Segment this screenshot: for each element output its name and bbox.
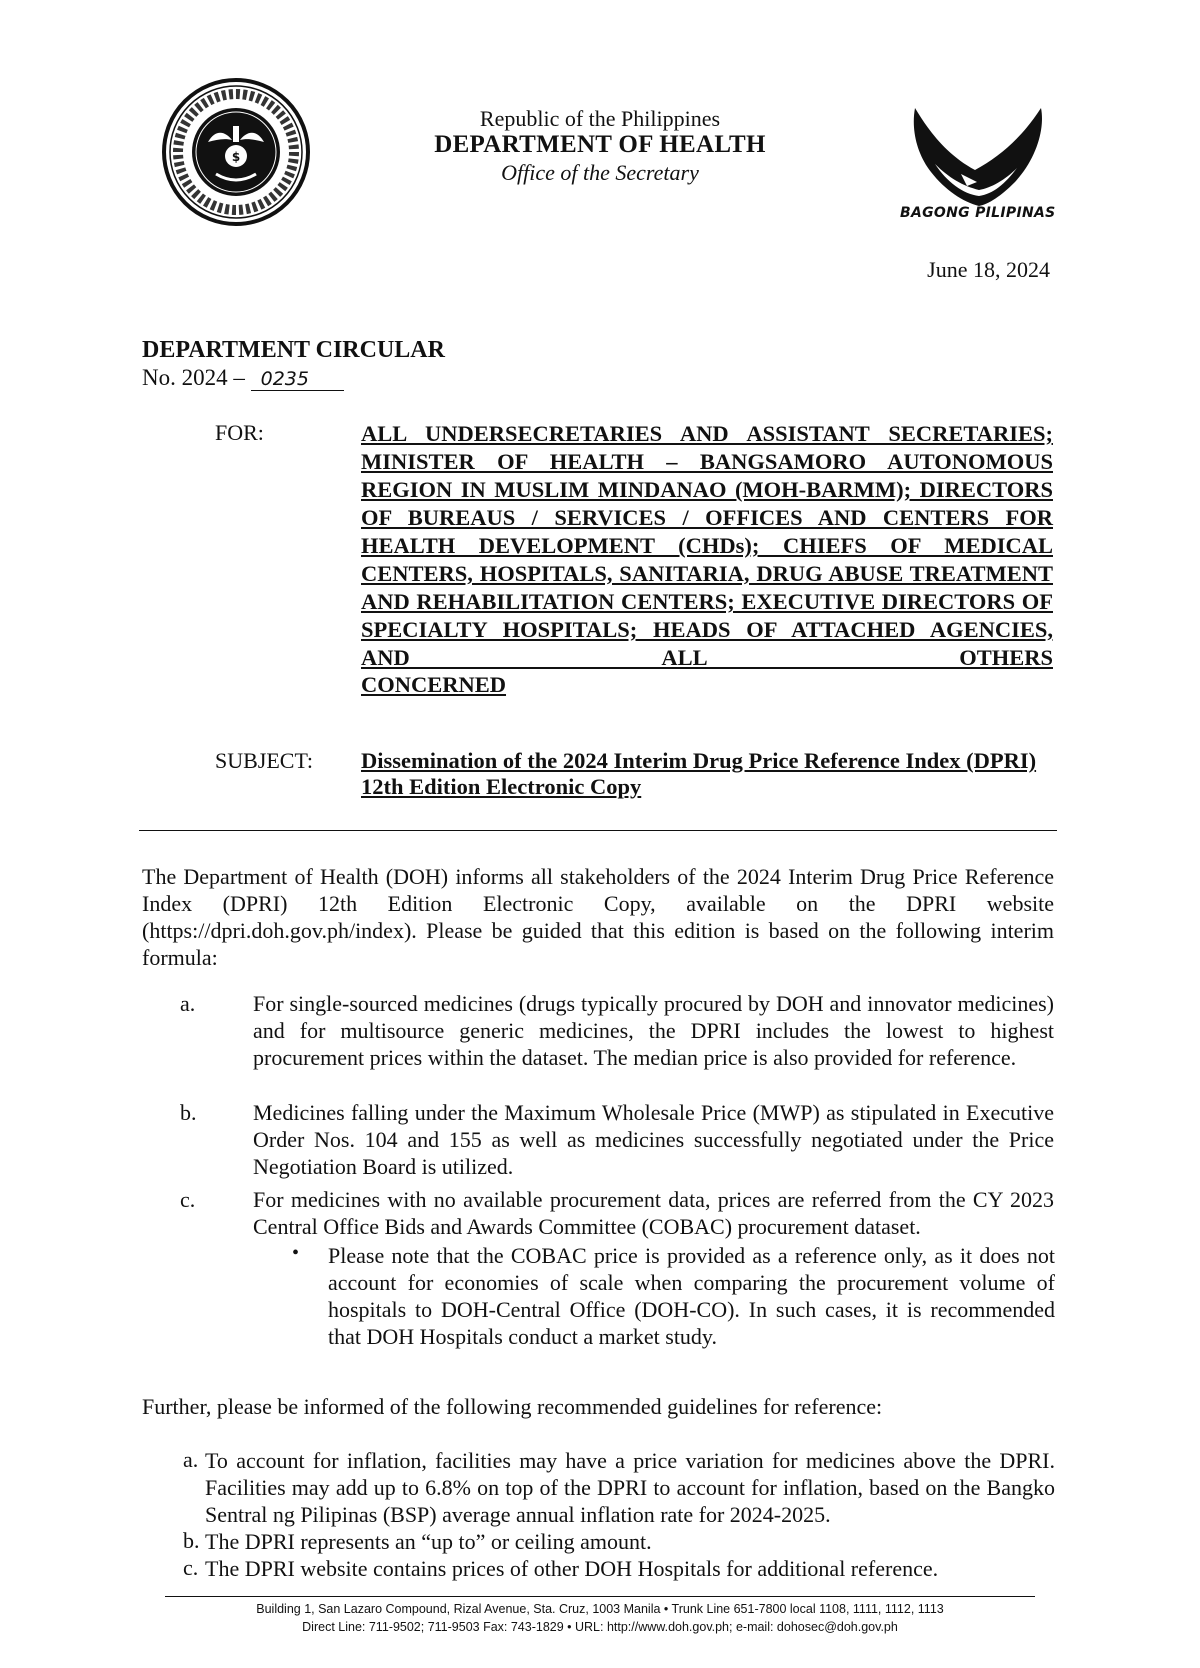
list-marker: c. — [183, 1555, 199, 1580]
circular-date: June 18, 2024 — [927, 257, 1050, 282]
list-item-text: The DPRI website contains prices of other DOH Hospitals for additional reference. — [205, 1556, 939, 1581]
list-marker: b. — [183, 1528, 200, 1553]
footer-divider — [165, 1596, 1035, 1597]
intro-text: The Department of Health (DOH) informs all stakeholders of the 2024 Interim Drug Price Reference Index (DPRI) 12th Edition Electronic Copy, available on the DPRI website ( — [142, 864, 1054, 943]
list-item-text: To account for inflation, facilities may have a price variation for medicines above the DPRI. Facilities may add up to 6.8% on top of the DPRI to account for inflation, based on the Bangko Sentral ng Pilipinas (BSP) average annual inflation rate for 2024-2025. — [205, 1448, 1055, 1527]
intro-text-cont: ). Please be guided that this edition is based on the following interim formula: — [142, 918, 1054, 970]
circular-number-handwritten: 0235 — [251, 368, 344, 391]
bullet-text: Please note that the COBAC price is provided as a reference only, as it does not account for economies of scale when comparing the procurement volume of hospitals to DOH-Central Office (DOH-CO). In such cases, it is recommended that DOH Hospitals conduct a market study. — [328, 1243, 1055, 1349]
svg-text:$: $ — [231, 150, 241, 164]
list-marker: a. — [183, 1447, 199, 1472]
section-divider — [139, 830, 1057, 831]
header-republic: Republic of the Philippines — [479, 106, 721, 131]
doh-seal-logo — [160, 76, 312, 228]
subject-text: Dissemination of the 2024 Interim Drug Price Reference Index (DPRI) 12th Edition Electronic Copy — [361, 748, 1037, 799]
list-marker: c. — [180, 1187, 196, 1212]
bagong-pilipinas-label: BAGONG PILIPINAS — [900, 205, 1056, 221]
list-marker: a. — [180, 991, 196, 1016]
subject-label: SUBJECT: — [215, 748, 313, 773]
list-item-text: For single-sourced medicines (drugs typically procured by DOH and innovator medicines) and for multisource generic medicines, the DPRI includes the lowest to highest procurement prices within the dataset. The median price is also provided for reference. — [253, 991, 1054, 1070]
footer-contact: Direct Line: 711-9502; 711-9503 Fax: 743-1829 • URL: http://www.doh.gov.ph; e-mail: dohosec@doh.gov.ph — [302, 1620, 898, 1634]
circular-number-prefix: No. 2024 – — [142, 365, 251, 390]
for-label: FOR: — [215, 420, 264, 445]
bagong-pilipinas-icon — [905, 98, 1055, 213]
header-office: Office of the Secretary — [501, 160, 699, 185]
header-department: DEPARTMENT OF HEALTH — [434, 131, 766, 158]
further-paragraph: Further, please be informed of the following recommended guidelines for reference: — [142, 1394, 883, 1419]
list-marker: b. — [180, 1100, 197, 1125]
footer-address: Building 1, San Lazaro Compound, Rizal Avenue, Sta. Cruz, 1003 Manila • Trunk Line 651-7800 local 1108, 1111, 1112, 1113 — [256, 1602, 944, 1616]
seal-graphic — [160, 76, 312, 228]
dpri-website-link[interactable]: https://dpri.doh.gov.ph/index — [149, 918, 404, 943]
list-item-text: For medicines with no available procurement data, prices are referred from the CY 2023 Central Office Bids and Awards Committee (COBAC) procurement dataset. — [253, 1187, 1054, 1239]
bullet-icon: • — [292, 1242, 300, 1264]
for-recipients: ALL UNDERSECRETARIES AND ASSISTANT SECRETARIES; MINISTER OF HEALTH – BANGSAMORO AUTONOMOUS REGION IN MUSLIM MINDANAO (MOH-BARMM); DIRECTORS OF BUREAUS / SERVICES / OFFICES AND CENTERS FOR HEALTH DEVELOPMENT (CHDs); CHIEFS OF MEDICAL CENTERS, HOSPITALS, SANITARIA, DRUG ABUSE TREATMENT AND REHABILITATION CENTERS; EXECUTIVE DIRECTORS OF SPECIALTY HOSPITALS; HEADS OF ATTACHED AGENCIES, AND ALL OTHERS — [361, 421, 1053, 670]
circular-number — [142, 365, 344, 391]
circular-title: DEPARTMENT CIRCULAR — [142, 337, 445, 363]
list-item-text: Medicines falling under the Maximum Wholesale Price (MWP) as stipulated in Executive Order Nos. 104 and 155 as well as medicines successfully negotiated under the Price Negotiation Board is utilized. — [253, 1100, 1054, 1179]
list-item-text: The DPRI represents an “up to” or ceiling amount. — [205, 1529, 652, 1554]
for-recipients-last: CONCERNED — [361, 672, 507, 697]
bagong-pilipinas-logo — [905, 98, 1055, 213]
intro-paragraph — [142, 863, 1054, 971]
